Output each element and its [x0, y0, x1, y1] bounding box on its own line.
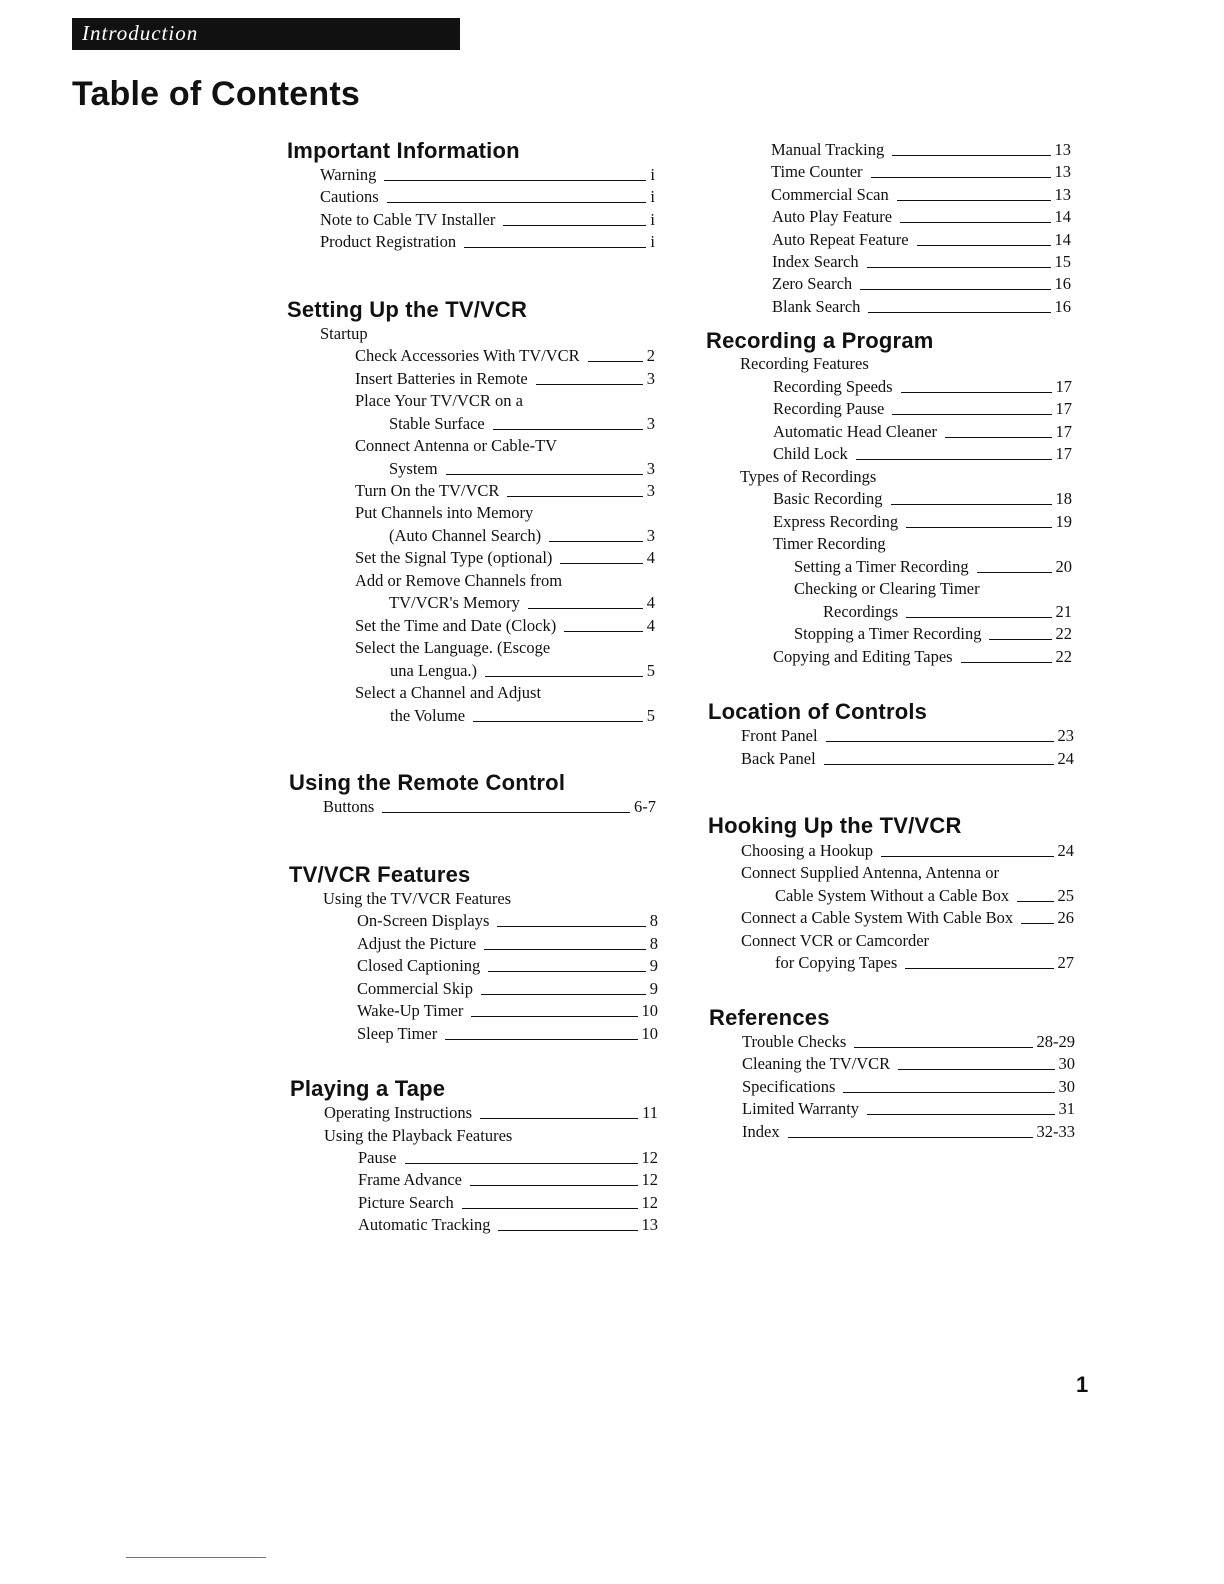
toc-entry-page: 14 — [1054, 230, 1071, 249]
toc-entry — [355, 479, 655, 501]
toc-leader-line — [560, 563, 642, 564]
toc-entry — [323, 887, 658, 909]
toc-leader-line — [484, 949, 646, 950]
toc-entry-label: Automatic Tracking — [358, 1215, 491, 1234]
toc-entry — [355, 367, 655, 389]
toc-entry — [357, 909, 658, 931]
toc-leader-line — [868, 312, 1050, 313]
toc-entry-label: Product Registration — [320, 232, 457, 251]
toc-entry — [742, 1075, 1075, 1097]
toc-entry — [741, 747, 1074, 769]
section-heading: TV/VCR Features — [289, 862, 471, 887]
toc-entry-label: Timer Recording — [773, 534, 886, 553]
toc-leader-line — [387, 202, 647, 203]
section-heading: Recording a Program — [706, 328, 934, 353]
toc-entry — [355, 434, 655, 456]
toc-leader-line — [588, 361, 643, 362]
toc-leader-line — [498, 1230, 637, 1231]
toc-leader-line — [900, 222, 1050, 223]
toc-leader-line — [536, 384, 643, 385]
toc-entry-label: Express Recording — [773, 512, 899, 531]
toc-entry-label: Select the Language. (Escoge — [355, 638, 551, 657]
toc-entry — [320, 185, 655, 207]
toc-leader-line — [891, 504, 1052, 505]
toc-entry — [772, 228, 1071, 250]
toc-entry-page: 10 — [641, 1024, 658, 1043]
section-heading: Hooking Up the TV/VCR — [708, 813, 962, 838]
toc-entry — [320, 208, 655, 230]
toc-entry-page: 25 — [1057, 886, 1074, 905]
section-header-label: Introduction — [82, 21, 199, 45]
toc-leader-line — [462, 1208, 638, 1209]
toc-entry — [741, 724, 1074, 746]
toc-entry-label: Insert Batteries in Remote — [355, 369, 528, 388]
toc-entry-label: Closed Captioning — [357, 956, 481, 975]
toc-entry-label: Auto Repeat Feature — [772, 230, 909, 249]
toc-entry-label: (Auto Channel Search) — [389, 526, 542, 545]
toc-entry-label: Index — [742, 1122, 780, 1141]
toc-entry — [775, 884, 1074, 906]
toc-leader-line — [901, 392, 1052, 393]
toc-entry-label: Specifications — [742, 1077, 836, 1096]
toc-entry-label: Cautions — [320, 187, 379, 206]
toc-entry-label: TV/VCR's Memory — [389, 593, 520, 612]
toc-entry — [355, 614, 655, 636]
toc-entry-page: 8 — [649, 911, 658, 930]
toc-entry-label: Note to Cable TV Installer — [320, 210, 496, 229]
toc-entry-page: 21 — [1055, 602, 1072, 621]
toc-leader-line — [906, 617, 1051, 618]
toc-leader-line — [1017, 901, 1053, 902]
toc-entry-page: 8 — [649, 934, 658, 953]
toc-entry-label: Buttons — [323, 797, 375, 816]
toc-entry-label: Basic Recording — [773, 489, 883, 508]
toc-entry — [390, 704, 655, 726]
toc-entry-label: Stopping a Timer Recording — [794, 624, 982, 643]
toc-entry — [772, 205, 1071, 227]
toc-entry-label: Commercial Scan — [771, 185, 889, 204]
toc-leader-line — [471, 1016, 637, 1017]
page-number: 1 — [1076, 1372, 1089, 1397]
section-heading: Setting Up the TV/VCR — [287, 297, 528, 322]
toc-entry-label: Blank Search — [772, 297, 861, 316]
toc-entry — [324, 1101, 658, 1123]
toc-entry-label: Startup — [320, 324, 368, 343]
toc-entry-label: una Lengua.) — [390, 661, 478, 680]
toc-entry-page: 3 — [646, 414, 655, 433]
toc-entry — [355, 636, 655, 658]
toc-entry — [741, 839, 1074, 861]
toc-leader-line — [898, 1069, 1054, 1070]
section-header-bar — [72, 18, 460, 50]
toc-leader-line — [945, 437, 1051, 438]
toc-entry-label: Set the Signal Type (optional) — [355, 548, 553, 567]
toc-leader-line — [824, 764, 1054, 765]
toc-entry-page: 24 — [1057, 749, 1074, 768]
toc-entry-page: 20 — [1055, 557, 1072, 576]
toc-entry-label: Sleep Timer — [357, 1024, 438, 1043]
toc-entry — [741, 861, 1074, 883]
toc-entry-label: Cable System Without a Cable Box — [775, 886, 1010, 905]
toc-entry — [357, 977, 658, 999]
toc-entry-label: Place Your TV/VCR on a — [355, 391, 523, 410]
toc-entry-page: 23 — [1057, 726, 1074, 745]
toc-leader-line — [464, 247, 646, 248]
toc-entry — [358, 1168, 658, 1190]
toc-entry-label: for Copying Tapes — [775, 953, 898, 972]
toc-entry-page: 19 — [1055, 512, 1072, 531]
section-heading: Location of Controls — [708, 699, 928, 724]
page-title: Table of Contents — [72, 75, 360, 113]
toc-entry — [320, 163, 655, 185]
toc-entry-page: 3 — [646, 526, 655, 545]
toc-entry — [323, 795, 656, 817]
toc-leader-line — [528, 608, 643, 609]
toc-entry-label: the Volume — [390, 706, 466, 725]
toc-entry-label: Check Accessories With TV/VCR — [355, 346, 580, 365]
toc-entry-page: 18 — [1055, 489, 1072, 508]
toc-entry-page: 17 — [1055, 399, 1072, 418]
toc-entry-page: 26 — [1057, 908, 1074, 927]
toc-entry-page: i — [650, 210, 655, 229]
toc-entry — [773, 487, 1072, 509]
toc-entry — [742, 1052, 1075, 1074]
footer-rule — [126, 1557, 266, 1558]
toc-entry — [389, 524, 655, 546]
toc-entry-label: Index Search — [772, 252, 859, 271]
toc-leader-line — [826, 741, 1054, 742]
toc-entry-label: Recording Pause — [773, 399, 885, 418]
toc-entry-page: 12 — [641, 1193, 658, 1212]
toc-entry — [355, 546, 655, 568]
toc-entry — [355, 389, 655, 411]
toc-entry-label: Auto Play Feature — [772, 207, 893, 226]
toc-leader-line — [881, 856, 1054, 857]
toc-entry-label: Cleaning the TV/VCR — [742, 1054, 891, 1073]
toc-entry-page: 28-29 — [1036, 1032, 1075, 1051]
toc-entry — [740, 352, 1072, 374]
toc-entry-label: Manual Tracking — [771, 140, 885, 159]
toc-entry — [823, 600, 1072, 622]
toc-leader-line — [906, 527, 1051, 528]
section-heading: Using the Remote Control — [289, 770, 566, 795]
toc-entry-label: Warning — [320, 165, 377, 184]
toc-entry-page: 30 — [1058, 1077, 1075, 1096]
toc-entry — [772, 250, 1071, 272]
toc-entry — [357, 1022, 658, 1044]
toc-leader-line — [481, 994, 646, 995]
toc-entry-label: Limited Warranty — [742, 1099, 860, 1118]
toc-entry-label: Connect Supplied Antenna, Antenna or — [741, 863, 999, 882]
toc-entry — [357, 999, 658, 1021]
toc-leader-line — [488, 971, 645, 972]
toc-leader-line — [867, 1114, 1054, 1115]
toc-leader-line — [867, 267, 1051, 268]
toc-leader-line — [892, 414, 1051, 415]
toc-leader-line — [470, 1185, 637, 1186]
toc-entry-label: Stable Surface — [389, 414, 485, 433]
toc-leader-line — [843, 1092, 1054, 1093]
toc-entry-label: Time Counter — [771, 162, 863, 181]
toc-leader-line — [405, 1163, 638, 1164]
toc-entry — [775, 951, 1074, 973]
toc-leader-line — [503, 225, 646, 226]
toc-entry-page: 14 — [1054, 207, 1071, 226]
toc-leader-line — [897, 200, 1051, 201]
toc-entry-label: On-Screen Displays — [357, 911, 490, 930]
toc-entry-page: 17 — [1055, 422, 1072, 441]
toc-entry-page: 17 — [1055, 444, 1072, 463]
toc-entry-label: Choosing a Hookup — [741, 841, 873, 860]
toc-leader-line — [905, 968, 1053, 969]
toc-leader-line — [473, 721, 643, 722]
section-heading: Important Information — [287, 138, 520, 163]
toc-entry — [320, 230, 655, 252]
toc-entry-page: 4 — [646, 616, 655, 635]
toc-entry — [794, 622, 1072, 644]
toc-entry — [771, 160, 1071, 182]
toc-entry-label: Back Panel — [741, 749, 816, 768]
toc-leader-line — [485, 676, 643, 677]
toc-leader-line — [892, 155, 1050, 156]
toc-entry-label: Operating Instructions — [324, 1103, 473, 1122]
toc-entry — [773, 375, 1072, 397]
toc-entry-label: Add or Remove Channels from — [355, 571, 563, 590]
toc-entry — [741, 929, 1074, 951]
toc-entry-page: i — [650, 165, 655, 184]
section-heading: Playing a Tape — [290, 1076, 446, 1101]
toc-leader-line — [977, 572, 1052, 573]
toc-entry — [773, 397, 1072, 419]
toc-leader-line — [493, 429, 643, 430]
toc-entry-page: 15 — [1054, 252, 1071, 271]
toc-entry-page: 5 — [646, 661, 655, 680]
toc-entry — [355, 681, 655, 703]
toc-entry — [794, 577, 1072, 599]
toc-entry-label: Set the Time and Date (Clock) — [355, 616, 557, 635]
toc-entry — [320, 322, 655, 344]
toc-leader-line — [989, 639, 1051, 640]
toc-entry — [773, 420, 1072, 442]
toc-entry-page: 2 — [646, 346, 655, 365]
toc-entry-page: 31 — [1058, 1099, 1075, 1118]
toc-entry-label: Recordings — [823, 602, 899, 621]
toc-entry-page: 17 — [1055, 377, 1072, 396]
toc-entry-label: Front Panel — [741, 726, 818, 745]
toc-leader-line — [507, 496, 642, 497]
toc-entry — [355, 344, 655, 366]
toc-leader-line — [382, 812, 630, 813]
toc-entry — [324, 1124, 658, 1146]
toc-entry-label: Copying and Editing Tapes — [773, 647, 953, 666]
toc-entry — [355, 569, 655, 591]
toc-entry-page: 9 — [649, 979, 658, 998]
toc-entry — [358, 1213, 658, 1235]
toc-leader-line — [497, 926, 645, 927]
toc-entry-label: Using the Playback Features — [324, 1126, 513, 1145]
toc-leader-line — [549, 541, 643, 542]
toc-entry — [389, 457, 655, 479]
toc-entry — [773, 645, 1072, 667]
toc-entry-page: 13 — [1054, 140, 1071, 159]
toc-entry-page: 27 — [1057, 953, 1074, 972]
toc-entry-label: Commercial Skip — [357, 979, 473, 998]
toc-entry-label: Checking or Clearing Timer — [794, 579, 980, 598]
toc-entry-label: Zero Search — [772, 274, 853, 293]
toc-leader-line — [854, 1047, 1032, 1048]
toc-entry — [389, 412, 655, 434]
toc-entry — [773, 532, 1072, 554]
toc-entry-label: Setting a Timer Recording — [794, 557, 969, 576]
toc-entry-page: 3 — [646, 459, 655, 478]
toc-entry — [772, 272, 1071, 294]
toc-entry-page: 12 — [641, 1170, 658, 1189]
toc-entry-page: 6-7 — [634, 797, 656, 816]
toc-leader-line — [961, 662, 1052, 663]
toc-entry — [389, 591, 655, 613]
toc-entry-page: 16 — [1054, 274, 1071, 293]
toc-entry — [390, 659, 655, 681]
toc-entry-label: Trouble Checks — [742, 1032, 847, 1051]
toc-entry-page: 16 — [1054, 297, 1071, 316]
toc-entry-page: 9 — [649, 956, 658, 975]
toc-entry-page: 13 — [1054, 162, 1071, 181]
toc-entry — [794, 555, 1072, 577]
toc-entry-page: i — [650, 232, 655, 251]
toc-entry-label: Using the TV/VCR Features — [323, 889, 512, 908]
toc-entry — [358, 1191, 658, 1213]
toc-entry-label: Put Channels into Memory — [355, 503, 534, 522]
toc-entry-page: 5 — [646, 706, 655, 725]
toc-entry — [772, 295, 1071, 317]
toc-entry-page: i — [650, 187, 655, 206]
toc-entry-label: Picture Search — [358, 1193, 454, 1212]
toc-entry — [741, 906, 1074, 928]
toc-entry — [357, 954, 658, 976]
toc-leader-line — [1021, 923, 1053, 924]
toc-entry-page: 11 — [642, 1103, 658, 1122]
toc-entry-label: Types of Recordings — [740, 467, 877, 486]
toc-entry-label: Pause — [358, 1148, 397, 1167]
toc-entry — [771, 138, 1071, 160]
toc-entry — [773, 442, 1072, 464]
toc-entry-page: 22 — [1055, 624, 1072, 643]
toc-entry-page: 32-33 — [1036, 1122, 1075, 1141]
toc-entry-page: 24 — [1057, 841, 1074, 860]
toc-entry — [740, 465, 1072, 487]
toc-leader-line — [860, 289, 1050, 290]
toc-entry-page: 4 — [646, 548, 655, 567]
toc-entry-page: 4 — [646, 593, 655, 612]
toc-leader-line — [480, 1118, 638, 1119]
toc-entry-label: Frame Advance — [358, 1170, 463, 1189]
toc-leader-line — [871, 177, 1051, 178]
toc-entry-label: Adjust the Picture — [357, 934, 477, 953]
toc-entry — [742, 1120, 1075, 1142]
toc-leader-line — [384, 180, 646, 181]
toc-entry — [742, 1030, 1075, 1052]
toc-entry-page: 10 — [641, 1001, 658, 1020]
toc-entry — [355, 501, 655, 523]
toc-entry-label: Connect Antenna or Cable-TV — [355, 436, 558, 455]
toc-entry-label: Recording Speeds — [773, 377, 893, 396]
toc-entry-label: Connect a Cable System With Cable Box — [741, 908, 1014, 927]
toc-entry-label: Select a Channel and Adjust — [355, 683, 542, 702]
toc-entry-label: Turn On the TV/VCR — [355, 481, 500, 500]
toc-leader-line — [446, 474, 643, 475]
toc-entry — [771, 183, 1071, 205]
toc-entry-label: Child Lock — [773, 444, 848, 463]
toc-entry-label: Recording Features — [740, 354, 869, 373]
toc-entry-label: System — [389, 459, 438, 478]
toc-entry-page: 30 — [1058, 1054, 1075, 1073]
toc-entry-page: 22 — [1055, 647, 1072, 666]
toc-entry-page: 3 — [646, 481, 655, 500]
toc-entry — [357, 932, 658, 954]
toc-entry — [773, 510, 1072, 532]
toc-entry-label: Connect VCR or Camcorder — [741, 931, 930, 950]
toc-leader-line — [856, 459, 1052, 460]
toc-entry-page: 12 — [641, 1148, 658, 1167]
toc-leader-line — [917, 245, 1051, 246]
toc-entry-page: 13 — [641, 1215, 658, 1234]
toc-entry — [742, 1097, 1075, 1119]
toc-entry-label: Wake-Up Timer — [357, 1001, 464, 1020]
toc-entry-label: Automatic Head Cleaner — [773, 422, 938, 441]
toc-leader-line — [564, 631, 643, 632]
toc-entry-page: 13 — [1054, 185, 1071, 204]
toc-entry-page: 3 — [646, 369, 655, 388]
toc-leader-line — [788, 1137, 1033, 1138]
section-heading: References — [709, 1005, 830, 1030]
toc-leader-line — [445, 1039, 637, 1040]
toc-entry — [358, 1146, 658, 1168]
